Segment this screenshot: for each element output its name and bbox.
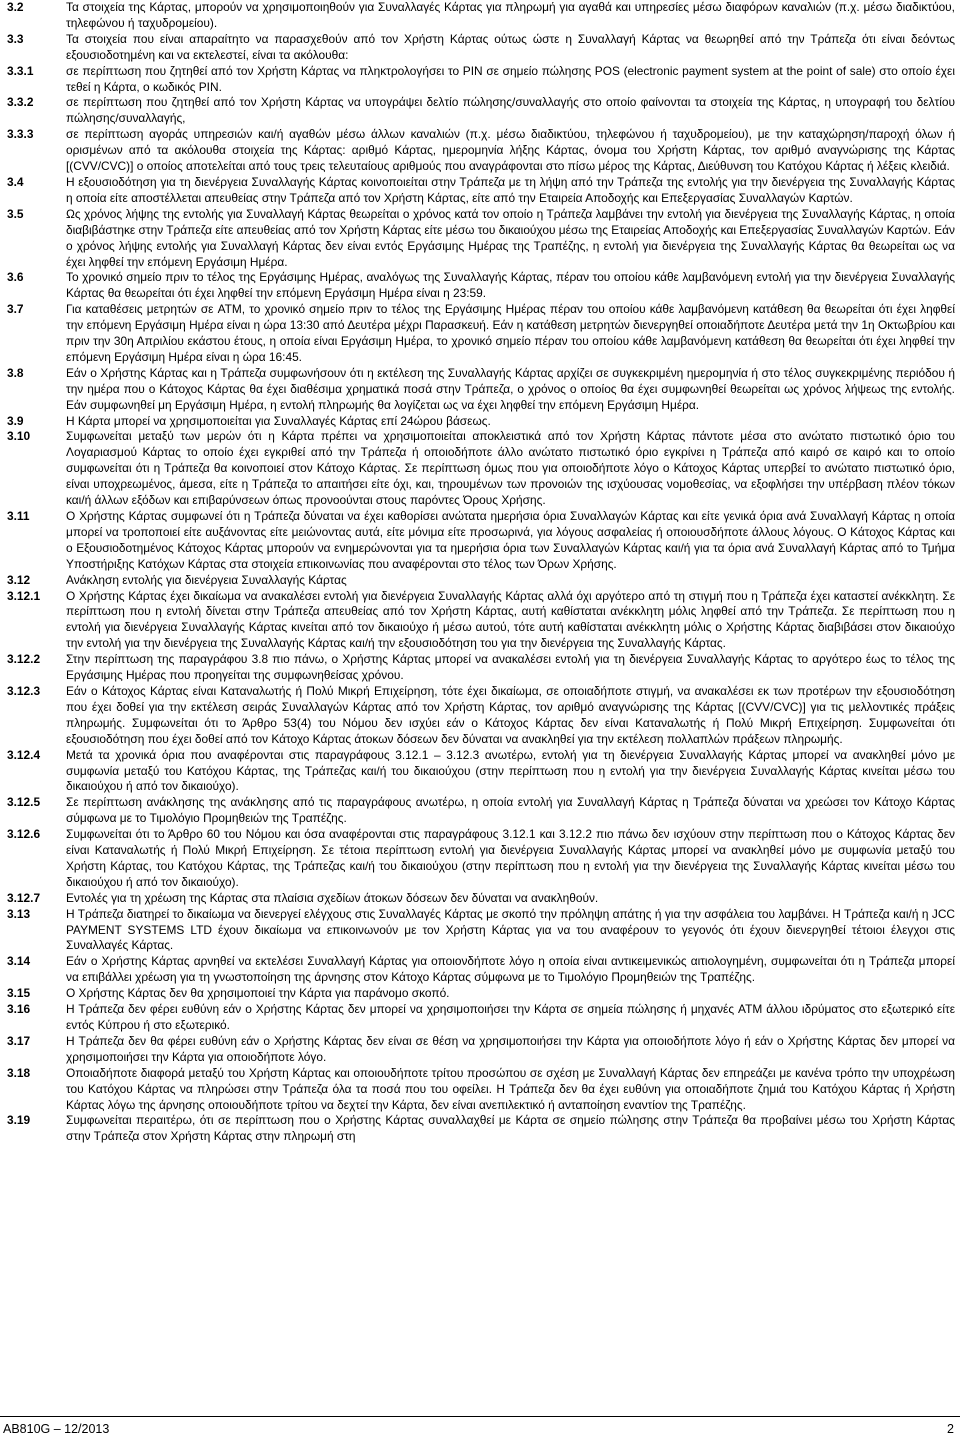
clause-number: 3.3 bbox=[7, 31, 24, 46]
document-body bbox=[7, 0, 955, 1145]
clause-3-12-7 bbox=[7, 891, 955, 907]
clause-3-14 bbox=[7, 954, 955, 986]
clause-text: Συμφωνείται περαιτέρω, ότι σε περίπτωση που ο Χρήστης Κάρτας συναλλαχθεί με Κάρτα σε σημείο πώλησης στην Τράπεζα θα προβαίνει μέσω του Χρήστη Κάρτας στην Τράπεζα στον Χρήστη Κάρτας στην πληρωμή στη bbox=[66, 1113, 955, 1144]
clause-3-15 bbox=[7, 986, 955, 1002]
clause-3-3 bbox=[7, 32, 955, 64]
clause-number: 3.12.1 bbox=[7, 588, 41, 603]
clause-number: 3.19 bbox=[7, 1113, 31, 1128]
clause-text: Τα στοιχεία της Κάρτας, μπορούν να χρησιμοποιηθούν για Συναλλαγές Κάρτας για πληρωμή για αγαθά και υπηρεσίες μέσω διαφόρων καναλιών (π.χ. μέσω διαδικτύου, τηλεφώνου ή ταχυδρομείου). bbox=[66, 0, 955, 30]
clause-3-17 bbox=[7, 1034, 955, 1066]
clause-number: 3.14 bbox=[7, 954, 31, 969]
clause-number: 3.17 bbox=[7, 1033, 31, 1048]
clause-number: 3.8 bbox=[7, 365, 24, 380]
clause-number: 3.12.5 bbox=[7, 795, 41, 810]
clause-text: σε περίπτωση αγοράς υπηρεσιών και/ή αγαθών μέσω άλλων καναλιών (π.χ. μέσω διαδικτύου, τηλεφώνου ή ταχυδρομείου), με την καταχώρηση/παροχή όλων ή ορισμένων από τα ακόλουθα στοιχεία της Κάρτας: αριθμό Κάρτας, ημερομηνία λήξης Κάρτας, όνομα του Χρήστη Κάρτας, τον αριθμό αναγνώρισης της Κάρτας [(CVV/CVC)] ο οποίος αποτελείται από τους τρεις τελευταίους αριθμούς που αναγράφονται στο πίσω μέρος της Κάρτας, Διεύθυνση του Κατόχου Κάρτας ή λέξεις κλειδιά. bbox=[66, 127, 955, 174]
clause-text: Για καταθέσεις μετρητών σε ATM, το χρονικό σημείο πριν το τέλος της Εργάσιμης Ημέρας πέραν του οποίου κάθε λαμβανόμενη κατάθεση θα θεωρείται ότι έχει ληφθεί την επόμενη Εργάσιμη Ημέρα είναι η ώρα 13:30 από Δευτέρα μέχρι Παρασκευή. Εάν η κατάθεση μετρητών διενεργηθεί οποιαδήποτε Δευτέρα μετά την 1η Οκτωβρίου και πριν την 30η Απριλίου εκάστου έτους, η οποία είναι Εργάσιμη Ημέρα, το χρονικό σημείο πέραν του οποίου κάθε λαμβανόμενη κατάθεση θα θεωρείται ότι έχει ληφθεί την επόμενη Εργάσιμη Ημέρα είναι η ώρα 16:45. bbox=[66, 302, 955, 364]
clause-3-12 bbox=[7, 573, 955, 589]
clause-number: 3.13 bbox=[7, 906, 31, 921]
clause-text: Η εξουσιοδότηση για τη διενέργεια Συναλλαγής Κάρτας κοινοποιείται στην Τράπεζα με τη λήψη από την Τράπεζα της εντολής για την διενέργεια της Συναλλαγής Κάρτας η οποία είτε αποστέλλεται απευθείας στην Τράπεζα από τον Χρήστη Κάρτας, είτε από την Εταιρεία Αποδοχής και Επεξεργασίας Συναλλαγών Καρτών. bbox=[66, 174, 955, 205]
clause-text: Εάν ο Χρήστης Κάρτας αρνηθεί να εκτελέσει Συναλλαγή Κάρτας για οποιονδήποτε λόγο η οποία είναι αντικειμενικώς αιτιολογημένη, συμφωνείται ότι η Τράπεζα μπορεί να επιβάλλει χρέωση για τη γνωστοποίηση της άρνησης στον Κάτοχο Κάρτας σύμφωνα με το Τιμολόγιο Προμηθειών της Τραπέζης. bbox=[66, 954, 955, 985]
clause-text: Εάν ο Κάτοχος Κάρτας είναι Καταναλωτής ή Πολύ Μικρή Επιχείρηση, τότε έχει δικαίωμα, σε οποιαδήποτε στιγμή, να ανακαλέσει εκ των προτέρων την εξουσιοδότηση που έχει δοθεί για την εκτέλεση σειράς Συναλλαγών Κάρτας από τον Χρήστη Κάρτας, τον αριθμό αναγνώρισης της Κάρτας [(CVV/CVC)] για τις μελλοντικές πράξεις πληρωμής. Συμφωνείται ότι το Άρθρο 53(4) του Νόμου δεν ισχύει εάν ο Κάτοχος Κάρτας δεν είναι Καταναλωτής ή Πολύ Μικρή Επιχείρηση. Συμφωνείται ότι εξουσιοδότηση που έχει δοθεί από τον Κάτοχο Κάρτας άτοκων δόσεων δεν δύναται να ανακληθεί για την εκτέλεση πολλαπλών πράξεων πληρωμής. bbox=[66, 683, 955, 746]
clause-text: Εντολές για τη χρέωση της Κάρτας στα πλαίσια σχεδίων άτοκων δόσεων δεν δύναται να ανακληθούν. bbox=[66, 890, 599, 905]
clause-3-16 bbox=[7, 1002, 955, 1034]
clause-text: Στην περίπτωση της παραγράφου 3.8 πιο πάνω, ο Χρήστης Κάρτας μπορεί να ανακαλέσει εντολή για τη διενέργεια Συναλλαγής Κάρτας το αργότερο έως το τέλος της Εργάσιμης Ημέρας που προηγείται της συμφωνηθείσας χρόνου. bbox=[66, 652, 955, 683]
footer-divider bbox=[0, 1416, 960, 1417]
clause-3-5 bbox=[7, 207, 955, 271]
clause-3-3-3 bbox=[7, 127, 955, 175]
clause-text: Ο Χρήστης Κάρτας δεν θα χρησιμοποιεί την Κάρτα για παράνομο σκοπό. bbox=[66, 986, 450, 1001]
clause-number: 3.6 bbox=[7, 270, 24, 285]
clause-3-10 bbox=[7, 429, 955, 509]
clause-number: 3.2 bbox=[7, 0, 24, 14]
page-number: 2 bbox=[947, 1422, 954, 1436]
clause-3-8 bbox=[7, 366, 955, 414]
clause-number: 3.11 bbox=[7, 509, 30, 523]
clause-text: Οποιαδήποτε διαφορά μεταξύ του Χρήστη Κάρτας και οποιουδήποτε τρίτου προσώπου σε σχέση με Συναλλαγή Κάρτας δεν επηρεάζει με κανένα τρόπο την υποχρέωση του Κατόχου Κάρτας να πληρώσει στην Τράπεζα όλα τα ποσά που του οφείλει. Η Τράπεζα δεν θα έχει ευθύνη για οποιαδήποτε ζημιά του Κατόχου Κάρτας ή Χρήστη Κάρτας λόγω της άρνησης οποιουδήποτε τρίτου να δεχτεί την Κάρτα, δεν είναι ανεπιλεκτικό ή ανταποίηση εναντίον της Τραπέζης. bbox=[66, 1065, 955, 1112]
clause-3-2 bbox=[7, 0, 955, 32]
clause-text: Η Τράπεζα δεν φέρει ευθύνη εάν ο Χρήστης Κάρτας δεν μπορεί να χρησιμοποιήσει την Κάρτα σε σημεία πώλησης ή μηχανές ATM άλλου ιδρύματος στο εξωτερικό είτε εντός Κύπρου ή στο εξωτερικό. bbox=[66, 1002, 955, 1032]
clause-text: Μετά τα χρονικά όρια που αναφέρονται στις παραγράφους 3.12.1 – 3.12.3 ανωτέρω, εντολή για τη διενέργεια Συναλλαγής Κάρτας μπορεί να ανακληθεί μόνο με συμφωνία μεταξύ του Κατόχου Κάρτας, της Τράπεζας και/ή του δικαιούχου (στην περίπτωση που η εντολή για την διενέργεια Συναλλαγής Κάρτας κινείται μέσω του δικαιούχου ή από τον δικαιούχο). bbox=[66, 747, 955, 794]
clause-number: 3.3.1 bbox=[7, 63, 34, 78]
clause-3-12-2 bbox=[7, 652, 955, 684]
clause-number: 3.18 bbox=[7, 1065, 31, 1080]
clause-number: 3.4 bbox=[7, 174, 24, 189]
clause-text: Η Τράπεζα δεν θα φέρει ευθύνη εάν ο Χρήστης Κάρτας δεν είναι σε θέση να χρησιμοποιήσει την Κάρτα για οποιοδήποτε λόγο ή εάν ο Χρήστης Κάρτας δεν μπορεί να χρησιμοποιήσει την Κάρτα για οποιοδήποτε λόγο. bbox=[66, 1033, 955, 1064]
clause-number: 3.15 bbox=[7, 986, 31, 1001]
clause-number: 3.12.7 bbox=[7, 890, 41, 905]
document-code: AB810G – 12/2013 bbox=[3, 1422, 110, 1436]
clause-text: Η Κάρτα μπορεί να χρησιμοποιείται για Συναλλαγές Κάρτας επί 24ώρου βάσεως. bbox=[66, 413, 491, 428]
clause-number: 3.12.3 bbox=[7, 683, 41, 698]
clause-text: Σε περίπτωση ανάκλησης της ανάκλησης από τις παραγράφους ανωτέρω, η οποία εντολή για Συναλλαγή Κάρτας η Τράπεζα δύναται να χρεώσει τον Κάτοχο Κάρτας σύμφωνα με το Τιμολόγιο Προμηθειών της Τραπέζης. bbox=[66, 795, 955, 826]
clause-3-9 bbox=[7, 414, 955, 430]
clause-3-11 bbox=[7, 509, 955, 573]
clause-number: 3.10 bbox=[7, 429, 31, 444]
clause-3-12-6 bbox=[7, 827, 955, 891]
clause-number: 3.5 bbox=[7, 206, 24, 221]
clause-3-18 bbox=[7, 1066, 955, 1114]
clause-3-12-5 bbox=[7, 795, 955, 827]
clause-3-12-4 bbox=[7, 748, 955, 796]
clause-number: 3.12.6 bbox=[7, 827, 41, 842]
clause-text: Ως χρόνος λήψης της εντολής για Συναλλαγή Κάρτας θεωρείται ο χρόνος κατά τον οποίο η Τράπεζα λαμβάνει την εντολή για διενέργεια της Συναλλαγής Κάρτας, η οποία διαβιβάστηκε στην Τράπεζα είτε απευθείας από τον Χρήστη Κάρτας είτε μέσω του δικαιούχου μέσω της Εταιρείας Αποδοχής και Επεξεργασίας Συναλλαγών Καρτών. Εάν ο χρόνος λήψης εντολής για Συναλλαγή Κάρτας δεν είναι εντός Εργάσιμης Ημέρας της Τραπέζης, η εντολή για διενέργεια της Συναλλαγής Κάρτας θα θεωρείται ως να έχει ληφθεί την επόμενη Εργάσιμη Ημέρα. bbox=[66, 206, 955, 269]
clause-text: σε περίπτωση που ζητηθεί από τον Χρήστη Κάρτας να πληκτρολογήσει το PIN σε σημείο πώλησης POS (electronic payment system at the point of sale) στο οποίο έχει τεθεί η Κάρτα, ο κωδικός PIN. bbox=[66, 63, 955, 94]
clause-text: Τα στοιχεία που είναι απαραίτητο να παρασχεθούν από τον Χρήστη Κάρτας ούτως ώστε η Συναλλαγή Κάρτας να θεωρηθεί από την Τράπεζα ότι είναι δεόντως εξουσιοδοτημένη και να εκτελεστεί, είναι τα ακόλουθα: bbox=[66, 31, 955, 62]
clause-number: 3.7 bbox=[7, 302, 24, 317]
clause-3-3-1 bbox=[7, 64, 955, 96]
clause-3-3-2 bbox=[7, 95, 955, 127]
clause-text: Ανάκληση εντολής για διενέργεια Συναλλαγής Κάρτας bbox=[66, 572, 347, 587]
clause-number: 3.12.2 bbox=[7, 652, 41, 667]
clause-number: 3.3.3 bbox=[7, 127, 34, 142]
clause-number: 3.16 bbox=[7, 1002, 31, 1017]
clause-3-7 bbox=[7, 302, 955, 366]
clause-text: Ο Χρήστης Κάρτας έχει δικαίωμα να ανακαλέσει εντολή για διενέργεια Συναλλαγής Κάρτας αλλά όχι αργότερο από τη στιγμή που η Τράπεζα έχει καταστεί ανέκκλητη. Σε περίπτωση που η εντολή δίνεται στην Τράπεζα απευθείας από τον Χρήστη Κάρτας, αυτή καθίσταται ανέκκλητη μόλις ληφθεί από την Τράπεζα. Σε περίπτωση που η εντολή για διενέργεια Συναλλαγής Κάρτας κινείται από τον δικαιούχο ή μέσω αυτού, τότε αυτή καθίσταται ανέκκλητη μόλις ο Χρήστης Κάρτας διαβιβάσει στον δικαιούχο την εντολή για την διενέργεια της Συναλλαγής Κάρτας και/ή την εξουσιοδότηση του για την διενέργεια της Συναλλαγής Κάρτας. bbox=[66, 588, 955, 651]
clause-text: Η Τράπεζα διατηρεί το δικαίωμα να διενεργεί ελέγχους στις Συναλλαγές Κάρτας με σκοπό την πρόληψη απάτης ή για την ασφάλεια του λαμβάνει. Η Τράπεζα και/ή η JCC PAYMENT SYSTEMS LTD έχουν δικαίωμα να επικοινωνούν με τον Χρήστη Κάρτας για να του αναφέρουν το γεγονός ότι έχουν διενεργηθεί τέτοιοι έλεγχοι στις Συναλλαγές Κάρτας. bbox=[66, 906, 955, 953]
clause-text: Το χρονικό σημείο πριν το τέλος της Εργάσιμης Ημέρας, αναλόγως της Συναλλαγής Κάρτας, πέραν του οποίου κάθε λαμβανόμενη εντολή για την διενέργεια Συναλλαγής Κάρτας θα θεωρείται ότι έχει ληφθεί την επόμενη Εργάσιμη Ημέρα είναι η 23:59. bbox=[66, 270, 955, 301]
clause-3-4 bbox=[7, 175, 955, 207]
clause-3-6 bbox=[7, 270, 955, 302]
clause-number: 3.9 bbox=[7, 413, 24, 428]
clause-3-12-3 bbox=[7, 684, 955, 748]
clause-number: 3.3.2 bbox=[7, 95, 34, 110]
clause-3-13 bbox=[7, 907, 955, 955]
clause-number: 3.12.4 bbox=[7, 747, 41, 762]
clause-text: Ο Χρήστης Κάρτας συμφωνεί ότι η Τράπεζα δύναται να έχει καθορίσει ανώτατα ημερήσια όρια Συναλλαγών Κάρτας και είτε γενικά όρια ανά Συναλλαγή Κάρτας η οποία μπορεί να τροποποιεί είτε αυξάνοντας είτε μειώνοντας αυτά, είτε μόνιμα είτε προσωρινά, για λόγους ασφαλείας ή οποιουσδήποτε άλλους λόγους. Ο Κάτοχος Κάρτας και ο Εξουσιοδοτημένος Κάτοχος Κάρτας μπορούν να ενημερώνονται για τα ημερήσια όρια των Συναλλαγών Κάρτας και/ή για τα όρια ανά Συναλλαγή Κάρτας από το Τμήμα Υποστήριξης Κατόχων Κάρτας στα στοιχεία επικοινωνίας που αναφέρονται στο τέλος των Όρων Χρήσης. bbox=[66, 509, 955, 571]
clause-text: Συμφωνείται μεταξύ των μερών ότι η Κάρτα πρέπει να χρησιμοποιείται αποκλειστικά από τον Χρήστη Κάρτας πάντοτε μέσα στο ανώτατο πιστωτικό όριο του Λογαριασμού Κάρτας το οποίο έχει εγκριθεί από την Τράπεζα ή οποιοδήποτε άλλο ανώτατο πιστωτικό όριο εγκρίνει η Τράπεζα από καιρό σε καιρό και το οποίο συμφωνείται ότι η Τράπεζα θα κοινοποιεί στον Κάτοχο Κάρτας. Σε περίπτωση όμως που για οποιοδήποτε λόγο ο Κάτοχος Κάρτας υπερβεί το ανώτατο πιστωτικό όριο, είναι υποχρεωμένος, άμεσα, είτε η Τράπεζα το απαιτήσει είτε όχι, και, τηρουμένων των προνοιών της ισχύουσας νομοθεσίας, να εξοφλήσει την υπέρβαση πλέον τόκων και/ή άλλων εξόδων και επιβαρύνσεων όπως προνοούνται στους παρόντες Όρους Χρήσης. bbox=[66, 429, 955, 508]
clause-text: σε περίπτωση που ζητηθεί από τον Χρήστη Κάρτας να υπογράψει δελτίο πώλησης/συναλλαγής στο οποίο φαίνονται τα στοιχεία της Κάρτας, η υπογραφή του δελτίου πώλησης/συναλλαγής, bbox=[66, 95, 955, 126]
clause-3-12-1 bbox=[7, 589, 955, 653]
clause-3-19 bbox=[7, 1113, 955, 1145]
clause-text: Εάν ο Χρήστης Κάρτας και η Τράπεζα συμφωνήσουν ότι η εκτέλεση της Συναλλαγής Κάρτας αρχίζει σε συγκεκριμένη ημερομηνία ή στο τέλος συγκεκριμένης περιόδου ή την ημέρα που ο Κάτοχος Κάρτας θα έχει διαθέσιμα χρηματικά ποσά στην Τράπεζα, ο χρόνος ο οποίος θα έχει συμφωνηθεί θεωρείται ως χρόνος λήψεως της εντολής. Εάν συμφωνηθεί μη Εργάσιμη Ημέρα, η εντολή πληρωμής θα λογίζεται ως να έχει ληφθεί την επόμενη Εργάσιμη Ημέρα. bbox=[66, 365, 955, 412]
clause-number: 3.12 bbox=[7, 572, 31, 587]
clause-text: Συμφωνείται ότι το Άρθρο 60 του Νόμου και όσα αναφέρονται στις παραγράφους 3.12.1 και 3.12.2 πιο πάνω δεν ισχύουν στην περίπτωση που ο Κάτοχος Κάρτας δεν είναι Καταναλωτής ή Πολύ Μικρή Επιχείρηση. Σε τέτοια περίπτωση εντολή για διενέργεια Συναλλαγής Κάρτας μπορεί να ανακληθεί μόνο με συμφωνία μεταξύ του Χρήστη Κάρτας, του Κατόχου Κάρτας, της Τράπεζας και/ή του δικαιούχου (στην περίπτωση που η εντολή για την διενέργεια της Συναλλαγής Κάρτας κινείται μέσω του δικαιούχου ή από τον δικαιούχο). bbox=[66, 827, 955, 889]
